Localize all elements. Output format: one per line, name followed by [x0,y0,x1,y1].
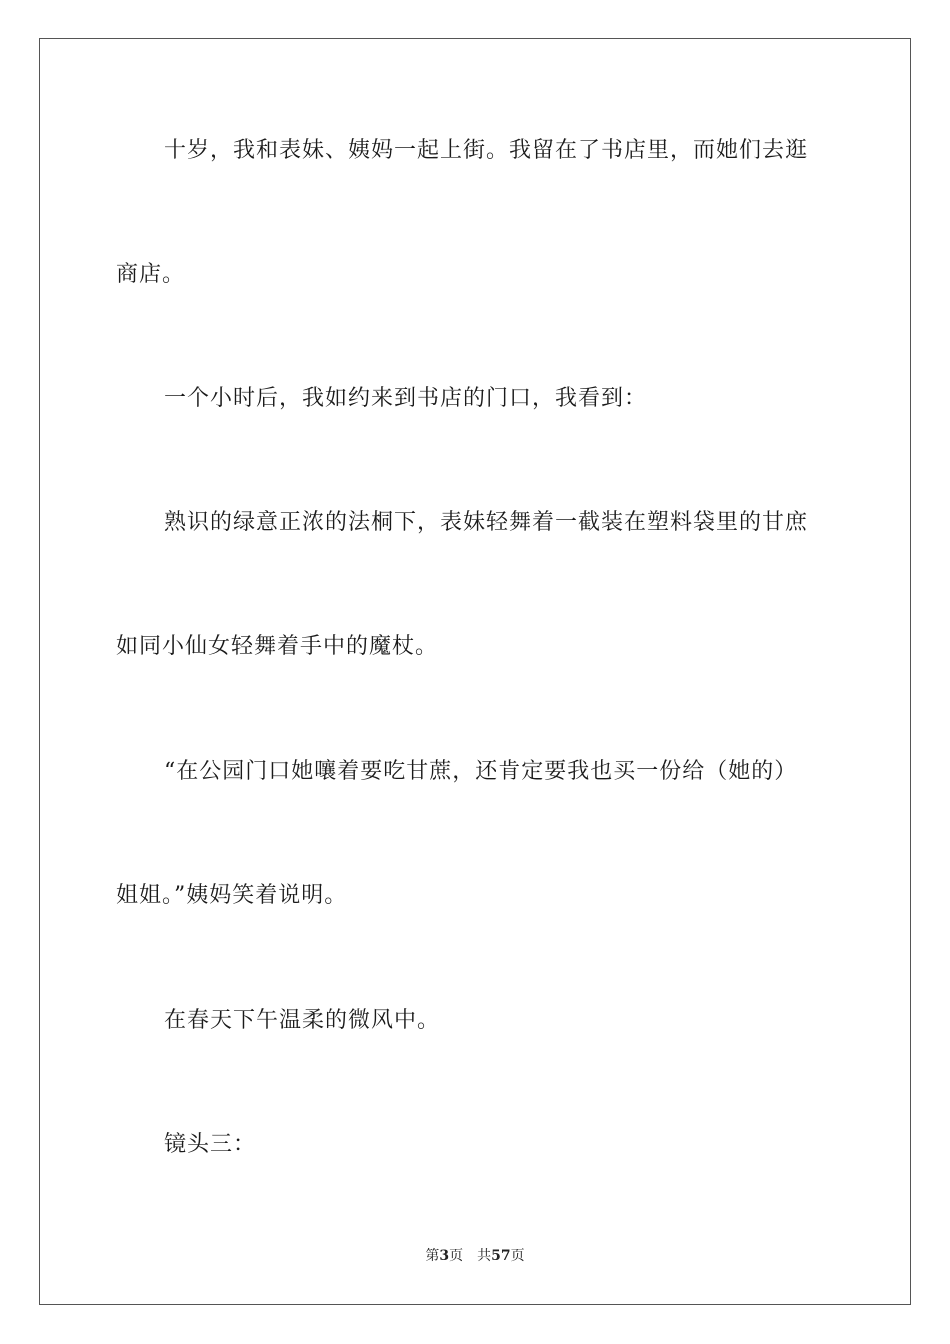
page-frame [39,38,911,1305]
page-label-suffix: 页 [449,1248,464,1264]
paragraph-line: 姐姐。”姨妈笑着说明。 [116,883,348,908]
section-heading: 镜头三： [164,1132,257,1157]
page-number: 3 [439,1248,450,1264]
total-label-suffix: 页 [510,1248,525,1264]
paragraph-line: 如同小仙女轻舞着手中的魔杖。 [116,634,439,659]
paragraph-line: 熟识的绿意正浓的法桐下，表妹轻舞着一截装在塑料袋里的甘庶 [164,510,809,535]
paragraph-line: 一个小时后，我如约来到书店的门口，我看到： [164,386,648,411]
paragraph-line: “在公园门口她嚷着要吃甘蔗，还肯定要我也买一份给（她的） [164,759,798,784]
total-pages: 57 [491,1248,511,1264]
page-label-prefix: 第 [425,1248,440,1264]
paragraph-line: 商店。 [116,262,186,287]
paragraph-line: 十岁，我和表妹、姨妈一起上街。我留在了书店里，而她们去逛 [164,138,809,163]
total-label-prefix: 共 [477,1248,492,1264]
page-footer [0,1247,950,1265]
paragraph-line: 在春天下午温柔的微风中。 [164,1008,441,1033]
